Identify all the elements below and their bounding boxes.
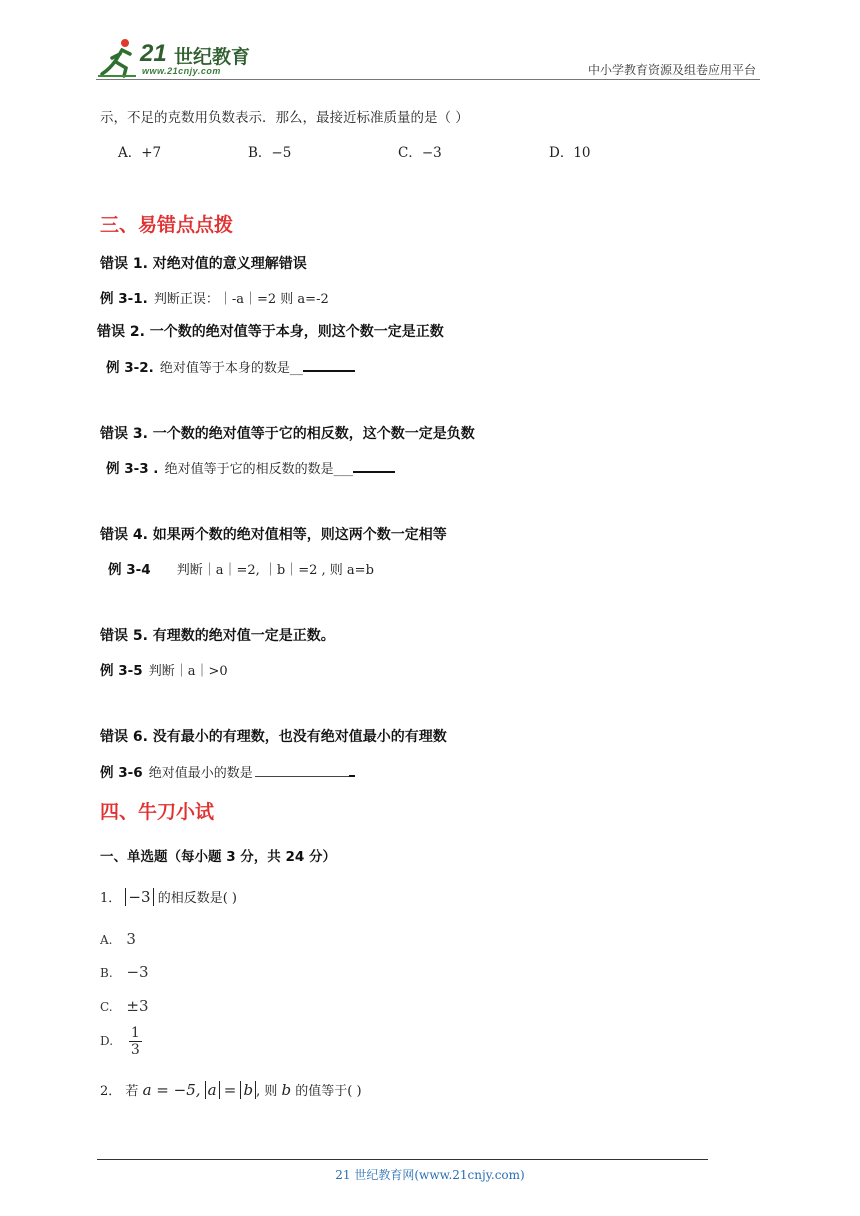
example-label: 例 3-1. [100,291,148,307]
question-mid: , 则 [256,1084,278,1099]
choice-value: ±3 [126,997,149,1015]
answer-blank-prefix: ___ [333,462,354,477]
question-prefix: 若 [125,1084,139,1099]
question-number: 2． [100,1084,122,1099]
error-heading: 错误 1. 对绝对值的意义理解错误 [100,256,307,272]
error-heading: 错误 2. 一个数的绝对值等于本身，则这个数一定是正数 [97,324,444,340]
example-line [100,659,228,679]
example-line [106,457,395,477]
abs-a: a [205,1081,220,1099]
option-b: B．−5 [248,145,292,161]
example-label: 例 3-6 [100,765,143,781]
section-title: 四、牛刀小试 [100,801,215,823]
answer-blank[interactable] [303,358,355,372]
option-a: A．+7 [118,145,162,161]
question-number: 1． [100,891,122,906]
error-heading: 错误 6. 没有最小的有理数，也没有绝对值最小的有理数 [100,729,447,745]
error-heading: 错误 4. 如果两个数的绝对值相等，则这两个数一定相等 [100,527,447,543]
choice-label: B. [100,966,113,980]
answer-blank-prefix: __ [289,361,303,376]
choice-d[interactable] [100,1025,142,1058]
option-c: C．−3 [398,145,442,161]
choice-label: A. [100,933,113,947]
example-text: 判断正误：｜-a｜=2 则 a=-2 [153,292,329,307]
choice-label: C. [100,1000,113,1014]
example-label: 例 3-4 [108,562,151,578]
site-logo [96,36,261,78]
abs-expression: −3 [125,888,153,906]
choice-value: −3 [126,963,149,981]
question-continuation: 示，不足的克数用负数表示．那么，最接近标准质量的是（ ） [100,110,469,126]
example-label: 例 3-5 [100,663,143,679]
option-d: D．10 [549,145,591,161]
example-label: 例 3-3 . [106,461,159,477]
footer-text: 21 世纪教育网(www.21cnjy.com) [335,1168,525,1182]
choice-c[interactable] [100,997,149,1015]
example-text: 绝对值最小的数是 [148,766,253,781]
example-line [108,558,374,578]
example-text: 绝对值等于它的相反数的数是 [164,462,334,477]
example-line [106,356,355,376]
choice-value: 3 [126,930,136,948]
choice-label: D. [100,1034,114,1048]
error-heading: 错误 3. 一个数的绝对值等于它的相反数，这个数一定是负数 [100,426,475,442]
choice-b[interactable] [100,963,149,981]
running-man-icon [96,36,140,78]
abs-b: b [240,1081,256,1099]
footer-divider [97,1159,708,1160]
question-text: 的相反数是( ) [157,891,237,906]
choice-a[interactable] [100,930,136,948]
fraction [129,1025,142,1058]
answer-blank[interactable] [255,764,349,777]
example-text: 判断｜a｜>0 [148,664,228,679]
example-text: 判断｜a｜=2, ｜b｜=2 , 则 a=b [176,563,374,578]
question-1 [100,887,237,906]
given-a: a = −5, [142,1081,201,1099]
header-divider [96,79,760,80]
question-2 [100,1080,362,1099]
example-text: 绝对值等于本身的数是 [159,361,290,376]
logo-text: 世纪教育 [174,46,251,68]
example-line [100,761,355,781]
fraction-denominator: 3 [130,1042,140,1058]
logo-url: www.21cnjy.com [142,66,221,76]
error-heading: 错误 5. 有理数的绝对值一定是正数。 [100,628,335,644]
platform-name: 中小学教育资源及组卷应用平台 [587,63,756,77]
subsection-title: 一、单选题（每小题 3 分，共 24 分） [100,849,336,865]
fraction-numerator: 1 [130,1025,140,1041]
example-label: 例 3-2. [106,360,154,376]
question-text: 的值等于( ) [295,1084,362,1099]
answer-blank[interactable] [353,459,395,473]
example-line [100,287,329,307]
section-title: 三、易错点点拨 [100,214,234,236]
equals-sign: = [223,1081,237,1099]
logo-number: 21 [140,40,167,67]
variable-b: b [281,1081,292,1099]
answer-blank-end [349,763,355,777]
